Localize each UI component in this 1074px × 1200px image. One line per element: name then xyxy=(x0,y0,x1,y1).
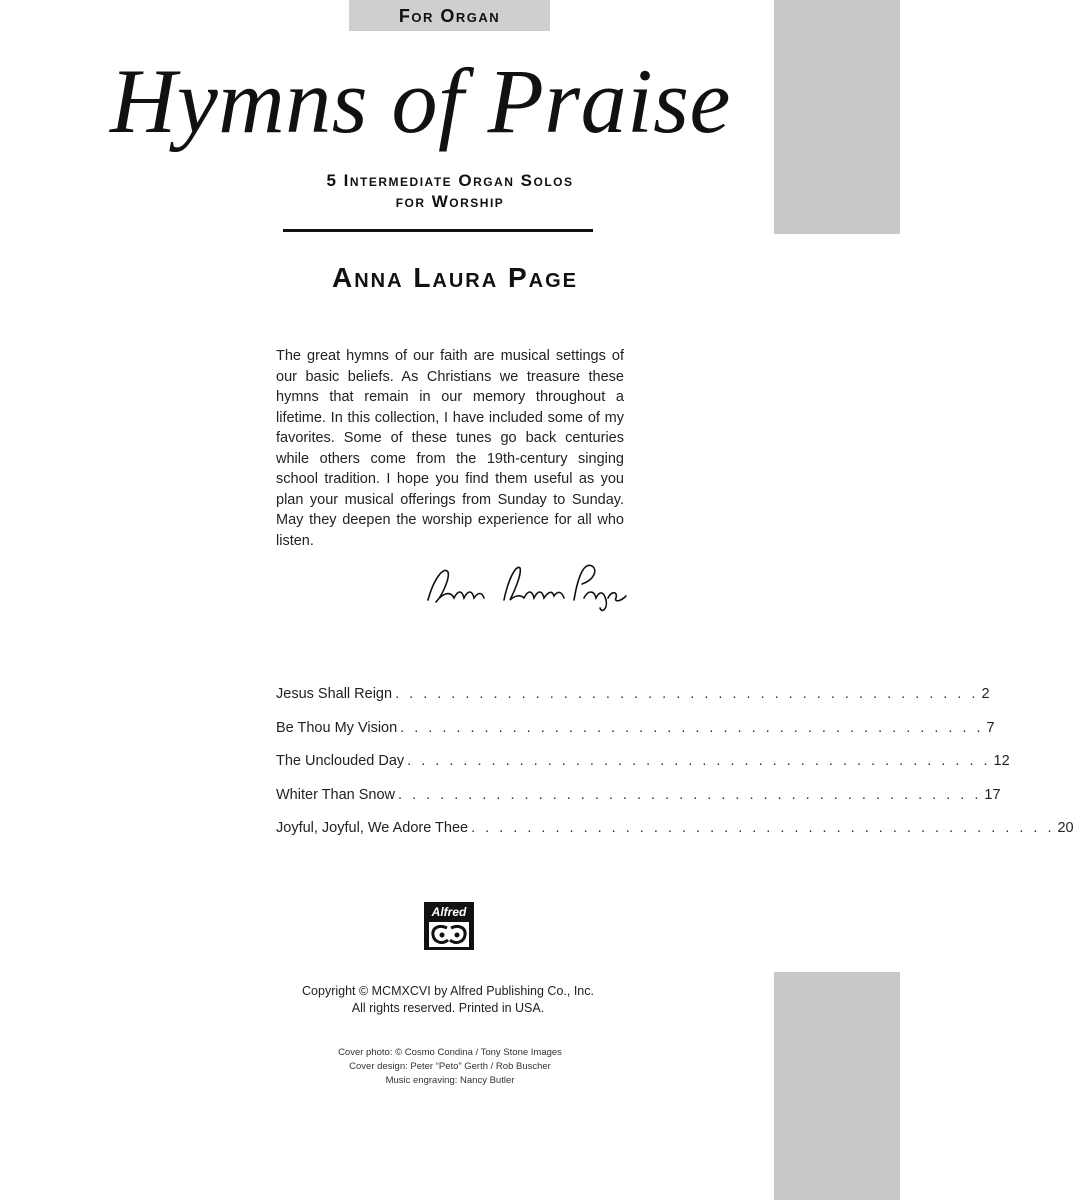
copyright-line-2: All rights reserved. Printed in USA. xyxy=(351,1001,545,1015)
composer-name: Anna Laura Page xyxy=(331,262,578,293)
toc-leader-dots: . . . . . . . . . . . . . . . . . . . . . . . . . . . . . . . . . . . . . . . . . . xyxy=(400,719,984,736)
toc-row xyxy=(276,786,1001,821)
toc-page-number: 17 xyxy=(984,786,1001,803)
toc-page-number: 7 xyxy=(986,719,995,736)
toc-leader-dots: . . . . . . . . . . . . . . . . . . . . . . . . . . . . . . . . . . . . . . . . . . xyxy=(407,753,991,769)
cover-design-credit: Cover design: Peter “Peto” Gerth / Rob Buscher xyxy=(349,1061,551,1072)
cover-photo-credit: Cover photo: © Cosmo Condina / Tony Stone Images xyxy=(338,1047,562,1058)
toc-row xyxy=(276,719,995,754)
toc-title: Joyful, Joyful, We Adore Thee xyxy=(276,820,469,836)
toc-title: The Unclouded Day xyxy=(276,753,405,769)
toc-title: Whiter Than Snow xyxy=(276,786,396,803)
book-title: Hymns of Praise xyxy=(110,50,731,152)
toc-leader-dots: . . . . . . . . . . . . . . . . . . . . . . . . . . . . . . . . . . . . . . . . . . xyxy=(398,786,982,803)
intro-paragraph: The great hymns of our faith are musical settings of our basic beliefs. As Christians we treasure these hymns that remain in our memory throughout a lifetime. In this collection, I have included some of my favorites. Some of these tunes go back centuries while others come from the 19th-century singing school tradition. I hope you find them useful as you plan your musical offerings from Sunday to Sunday. May they deepen the worship experience for all who listen. xyxy=(276,348,624,549)
alfred-mark-icon xyxy=(429,922,469,947)
logo-text: Alfred xyxy=(431,905,467,919)
toc-title: Be Thou My Vision xyxy=(276,719,398,736)
toc-row xyxy=(276,686,990,720)
publisher-logo xyxy=(424,902,474,950)
signature xyxy=(424,556,628,616)
music-engraving-credit: Music engraving: Nancy Butler xyxy=(385,1075,515,1086)
toc-leader-dots: . . . . . . . . . . . . . . . . . . . . . . . . . . . . . . . . . . . . . . . . . . xyxy=(471,820,1055,836)
production-credits xyxy=(300,1046,600,1088)
bottom-edge-tab xyxy=(774,972,900,1200)
copyright-notice xyxy=(240,983,656,1017)
toc-leader-dots: . . . . . . . . . . . . . . . . . . . . . . . . . . . . . . . . . . . . . . . . . . xyxy=(395,686,979,702)
subtitle-line-2: for Worship xyxy=(395,192,505,211)
toc-page-number: 20 xyxy=(1057,820,1074,836)
instrument-label: For Organ xyxy=(349,0,550,31)
title-divider xyxy=(283,229,593,232)
copyright-line-1: Copyright © MCMXCVI by Alfred Publishing Co., Inc. xyxy=(302,984,594,998)
toc-page-number: 2 xyxy=(981,686,990,702)
top-edge-tab xyxy=(774,0,900,234)
subtitle-line-1: 5 Intermediate Organ Solos xyxy=(326,171,574,190)
table-of-contents xyxy=(276,686,1074,854)
toc-title: Jesus Shall Reign xyxy=(276,686,393,702)
toc-page-number: 12 xyxy=(993,753,1010,769)
toc-row xyxy=(276,820,1074,854)
subtitle xyxy=(240,170,660,212)
toc-row xyxy=(276,753,1010,787)
